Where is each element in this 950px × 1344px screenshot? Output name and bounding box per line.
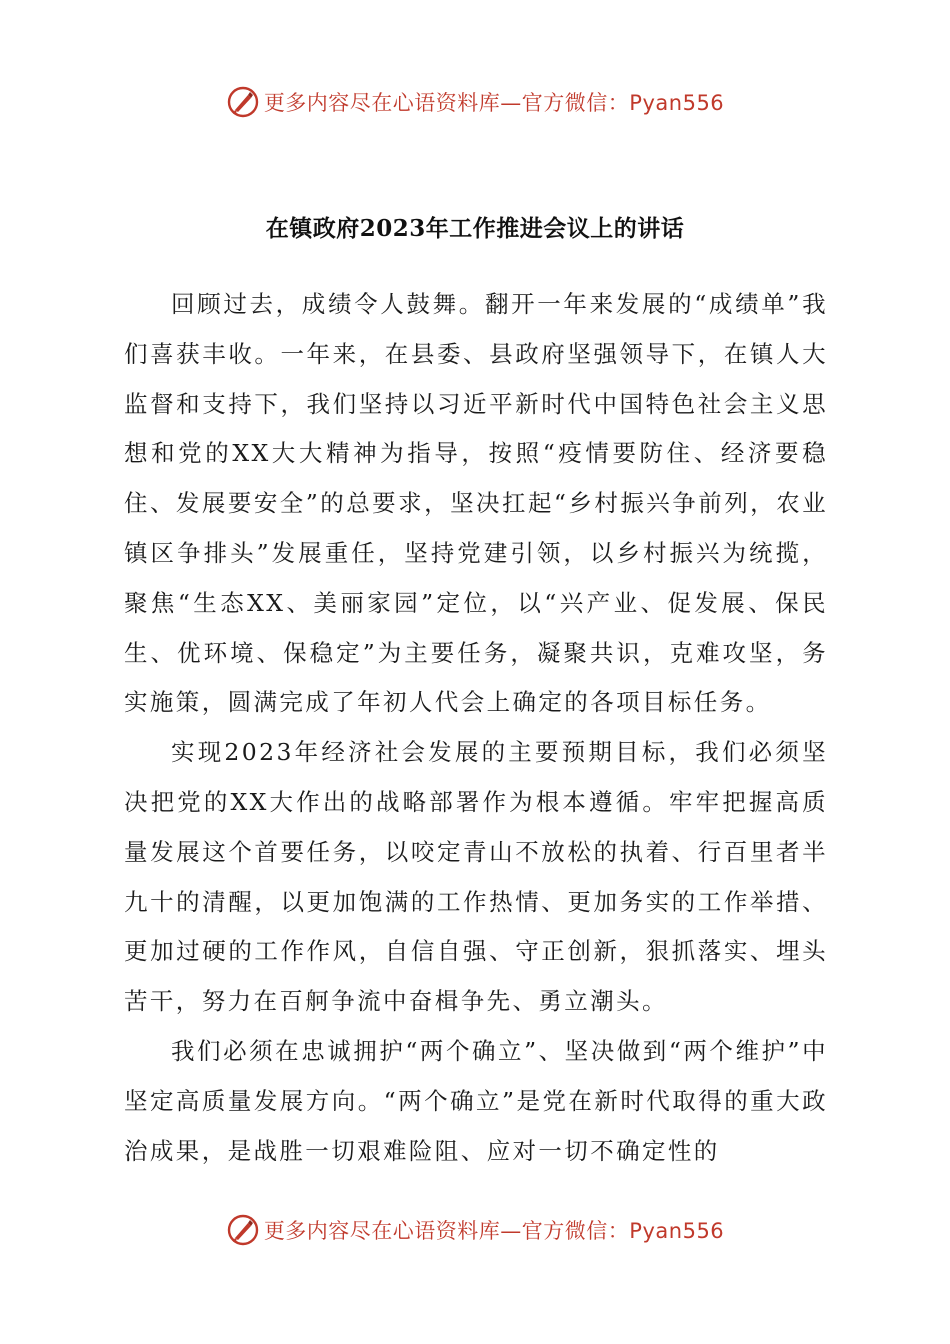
header-watermark xyxy=(0,82,950,122)
pen-in-circle-icon xyxy=(226,1213,260,1247)
watermark-text: 更多内容尽在心语资料库—官方微信：Pyan556 xyxy=(263,1219,725,1243)
watermark-text: 更多内容尽在心语资料库—官方微信：Pyan556 xyxy=(263,91,725,115)
document-body xyxy=(124,280,828,1176)
pen-in-circle-icon xyxy=(226,85,260,119)
paragraph-2: 实现2023年经济社会发展的主要预期目标，我们必须坚决把党的XX大作出的战略部署作为根本遵循。牢牢把握高质量发展这个首要任务，以咬定青山不放松的执着、行百里者半九十的清醒，以更加饱满的工作热情、更加务实的工作举措、更加过硬的工作作风，自信自强、守正创新，狠抓落实、埋头苦干，努力在百舸争流中奋楫争先、勇立潮头。 xyxy=(124,738,828,1016)
paragraph-3: 我们必须在忠诚拥护“两个确立”、坚决做到“两个维护”中坚定高质量发展方向。“两个确立”是党在新时代取得的重大政治成果，是战胜一切艰难险阻、应对一切不确定性的 xyxy=(124,1036,828,1165)
document-title: 在镇政府2023年工作推进会议上的讲话 xyxy=(265,215,685,242)
paragraph-1: 回顾过去，成绩令人鼓舞。翻开一年来发展的“成绩单”我们喜获丰收。一年来，在县委、县政府坚强领导下，在镇人大监督和支持下，我们坚持以习近平新时代中国特色社会主义思想和党的XX大大精神为指导，按照“疫情要防住、经济要稳住、发展要安全”的总要求，坚决扛起“乡村振兴争前列，农业镇区争排头”发展重任，坚持党建引领，以乡村振兴为统揽，聚焦“生态XX、美丽家园”定位，以“兴产业、促发展、保民生、优环境、保稳定”为主要任务，凝聚共识，克难攻坚，务实施策，圆满完成了年初人代会上确定的各项目标任务。 xyxy=(124,290,828,717)
footer-watermark xyxy=(0,1210,950,1250)
